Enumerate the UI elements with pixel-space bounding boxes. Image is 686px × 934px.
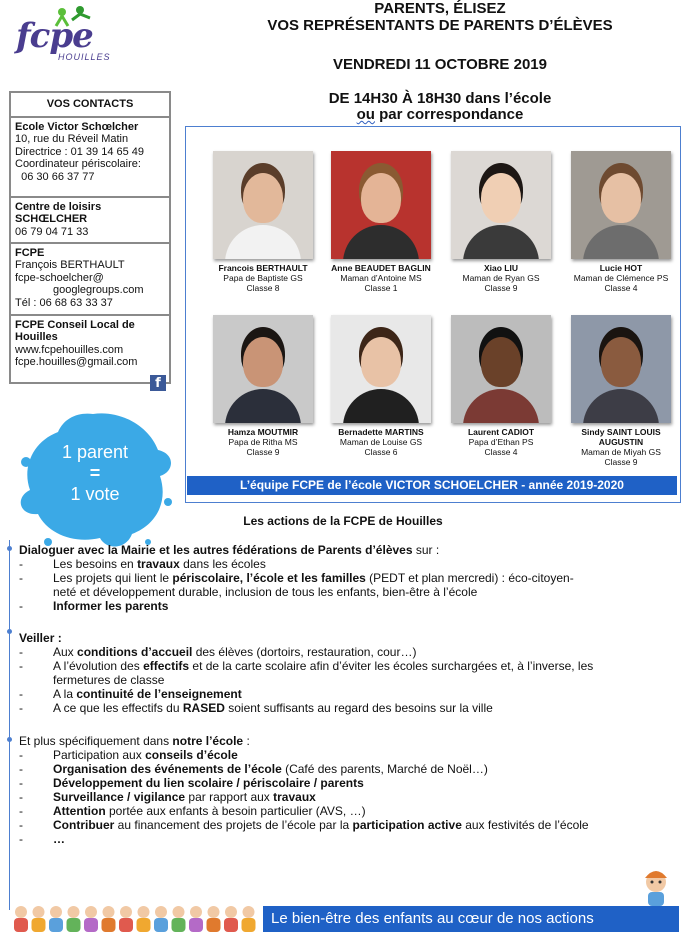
school-coord-label: Coordinateur périscolaire: — [15, 158, 141, 170]
member-name: Anne BEAUDET BAGLIN — [331, 263, 431, 273]
loisirs-phone: 06 79 04 71 33 — [15, 225, 89, 238]
loisirs-title-1: Centre de loisirs — [15, 200, 102, 213]
list-item: - A ce que les effectifs du RASED soient suffisants au regard des besoins sur la ville — [19, 701, 679, 715]
member-class: Classe 9 — [246, 447, 280, 457]
fcpe-phone: Tél : 06 68 63 33 37 — [15, 296, 113, 309]
conseil-email[interactable]: fcpe.houilles@gmail.com — [15, 356, 138, 368]
splash-equals: = — [89, 463, 101, 483]
child-body — [67, 918, 81, 932]
team-member-card — [442, 315, 560, 457]
conseil-title-2: Houilles — [15, 331, 58, 343]
child-head — [50, 906, 62, 918]
actions-title: Les actions de la FCPE de Houilles — [243, 514, 443, 528]
child-body — [14, 918, 28, 932]
child-head — [103, 906, 115, 918]
team-member-card — [562, 151, 680, 293]
member-photo — [331, 151, 431, 259]
logo-figures-icon — [52, 6, 96, 30]
member-role: Maman d’Antoine MS — [340, 273, 422, 283]
splash-text — [40, 442, 150, 505]
list-item: - Contribuer au financement des projets de l’école par la participation active aux festivités de l’école — [19, 818, 679, 832]
member-class: Classe 4 — [484, 447, 518, 457]
member-role: Maman de Clémence PS — [573, 273, 669, 283]
section-veiller — [19, 631, 679, 715]
team-member-card — [204, 315, 322, 457]
fcpe-email-2[interactable]: googlegroups.com — [53, 284, 144, 296]
child-head — [243, 906, 255, 918]
member-photo — [331, 315, 431, 423]
list-item: - Les besoins en travaux dans les écoles — [19, 557, 679, 571]
list-item: - Surveillance / vigilance par rapport aux travaux — [19, 790, 679, 804]
member-name-2: AUGUSTIN — [598, 437, 644, 447]
conseil-website[interactable]: www.fcpehouilles.com — [15, 343, 124, 356]
member-class: Classe 1 — [364, 283, 398, 293]
fcpe-person: François BERTHAULT — [15, 259, 125, 271]
member-role: Papa de Ritha MS — [228, 437, 298, 447]
member-photo — [451, 151, 551, 259]
child-head — [173, 906, 185, 918]
fcpe-logo — [14, 6, 124, 64]
loisirs-title-2: SCHŒLCHER — [15, 213, 88, 225]
member-class: Classe 6 — [364, 447, 398, 457]
splash-line-1: 1 parent — [61, 442, 129, 462]
child-body — [172, 918, 186, 932]
child-body — [154, 918, 168, 932]
member-role: Maman de Miyah GS — [581, 447, 661, 457]
fcpe-title: FCPE — [15, 246, 45, 259]
election-correspondance — [190, 106, 686, 123]
section-dialoguer-heading — [19, 543, 679, 557]
member-name: Francois BERTHAULT — [218, 263, 308, 273]
member-class: Classe 9 — [604, 457, 638, 467]
member-class: Classe 4 — [604, 283, 638, 293]
school-coord-phone: 06 30 66 37 77 — [15, 170, 95, 183]
corr-rest: par correspondance — [374, 106, 524, 123]
header-line-2: VOS REPRÉSENTANTS DE PARENTS D’ÉLÈVES — [267, 17, 613, 34]
child-body — [119, 918, 133, 932]
member-name: Laurent CADIOT — [467, 427, 535, 437]
child-head — [33, 906, 45, 918]
list-item: - A l’évolution des effectifs et de la carte scolaire afin d’éviter les écoles surchargées et, à l’inverse, les fermetures de classe — [19, 659, 679, 687]
child-body — [49, 918, 63, 932]
contact-fcpe — [9, 242, 171, 314]
child-head — [208, 906, 220, 918]
child-head — [190, 906, 202, 918]
list-item: - A la continuité de l’enseignement — [19, 687, 679, 701]
corr-prefix: ou — [356, 106, 375, 123]
list-item: - Aux conditions d’accueil des élèves (dortoirs, restauration, cour…) — [19, 645, 679, 659]
school-name: Ecole Victor Schœlcher — [15, 120, 139, 133]
children-illustration-icon — [12, 902, 264, 932]
one-parent-one-vote-splash — [8, 402, 178, 552]
member-photo — [571, 151, 671, 259]
child-drawing-icon — [636, 866, 676, 906]
member-photo — [213, 315, 313, 423]
section-ecole-heading: Et plus spécifiquement dans notre l’école : — [19, 734, 250, 748]
list-item: - Participation aux conseils d’école — [19, 748, 679, 762]
contact-school — [9, 116, 171, 196]
child-body — [84, 918, 98, 932]
team-member-card — [322, 151, 440, 293]
child-body — [102, 918, 116, 932]
school-address: 10, rue du Réveil Matin — [15, 133, 129, 145]
election-date: VENDREDI 11 OCTOBRE 2019 — [333, 56, 547, 73]
member-photo — [571, 315, 671, 423]
member-class: Classe 9 — [484, 283, 518, 293]
child-body — [137, 918, 151, 932]
child-head — [68, 906, 80, 918]
contact-loisirs — [9, 196, 171, 242]
election-time: DE 14H30 À 18H30 dans l’école — [328, 90, 552, 107]
contacts-box — [9, 91, 171, 391]
child-head — [120, 906, 132, 918]
team-member-card — [322, 315, 440, 457]
child-head — [15, 906, 27, 918]
team-banner: L’équipe FCPE de l’école VICTOR SCHOELCHER - année 2019-2020 — [187, 476, 677, 495]
member-name: Hamza MOUTMIR — [227, 427, 299, 437]
heading-tail: sur : — [412, 543, 440, 557]
member-photo — [213, 151, 313, 259]
list-item: - … — [19, 832, 679, 846]
child-body — [224, 918, 238, 932]
member-name: Bernadette MARTINS — [338, 427, 424, 437]
fcpe-email-1[interactable]: fcpe-schoelcher@ — [15, 271, 104, 284]
member-name: Sindy SAINT LOUIS — [581, 427, 661, 437]
member-name: Lucie HOT — [599, 263, 643, 273]
section-dialoguer — [19, 543, 679, 613]
section-veiller-heading: Veiller : — [19, 631, 62, 645]
logo-subtitle: HOUILLES — [58, 52, 111, 62]
child-head — [225, 906, 237, 918]
contacts-title: VOS CONTACTS — [9, 91, 171, 116]
timeline-dot — [7, 737, 12, 742]
header-line-1: PARENTS, ÉLISEZ — [374, 0, 506, 17]
member-class: Classe 8 — [246, 283, 280, 293]
team-member-card — [204, 151, 322, 293]
member-role: Papa de Baptiste GS — [223, 273, 303, 283]
child-body — [189, 918, 203, 932]
logo-word: fcpe — [16, 16, 93, 56]
list-item: - Organisation des événements de l’école (Café des parents, Marché de Noël…) — [19, 762, 679, 776]
heading-bold: Dialoguer avec la Mairie et les autres fédérations de Parents d’élèves — [19, 543, 413, 557]
facebook-icon[interactable]: f — [150, 375, 166, 391]
section-ecole — [19, 734, 679, 846]
child-head — [155, 906, 167, 918]
member-role: Maman de Ryan GS — [462, 273, 540, 283]
team-panel — [185, 126, 681, 503]
conseil-title-1: FCPE Conseil Local de — [15, 318, 135, 331]
contact-conseil — [9, 314, 171, 391]
list-item: - Développement du lien scolaire / périscolaire / parents — [19, 776, 679, 790]
footer-banner: Le bien-être des enfants au cœur de nos actions — [263, 906, 679, 932]
team-member-card — [442, 151, 560, 293]
member-name: Xiao LIU — [483, 263, 518, 273]
school-phone: Directrice : 01 39 14 65 49 — [15, 145, 145, 158]
team-member-card — [562, 315, 680, 467]
timeline-line — [9, 540, 10, 910]
member-role: Papa d’Ethan PS — [468, 437, 534, 447]
splash-line-2: 1 vote — [70, 484, 120, 504]
member-role: Maman de Louise GS — [339, 437, 423, 447]
timeline-dot — [7, 629, 12, 634]
member-photo — [451, 315, 551, 423]
list-item: - Informer les parents — [19, 599, 679, 613]
child-body — [32, 918, 46, 932]
timeline-dot — [7, 546, 12, 551]
list-item: - Attention portée aux enfants à besoin particulier (AVS, …) — [19, 804, 679, 818]
child-head — [138, 906, 150, 918]
child-head — [85, 906, 97, 918]
list-item: - Les projets qui lient le périscolaire, l’école et les familles (PEDT et plan mercredi) : éco-citoyen- neté et développement durable, inclusion de tous les enfants, bien-être à l’école — [19, 571, 679, 599]
child-body — [207, 918, 221, 932]
child-body — [242, 918, 256, 932]
